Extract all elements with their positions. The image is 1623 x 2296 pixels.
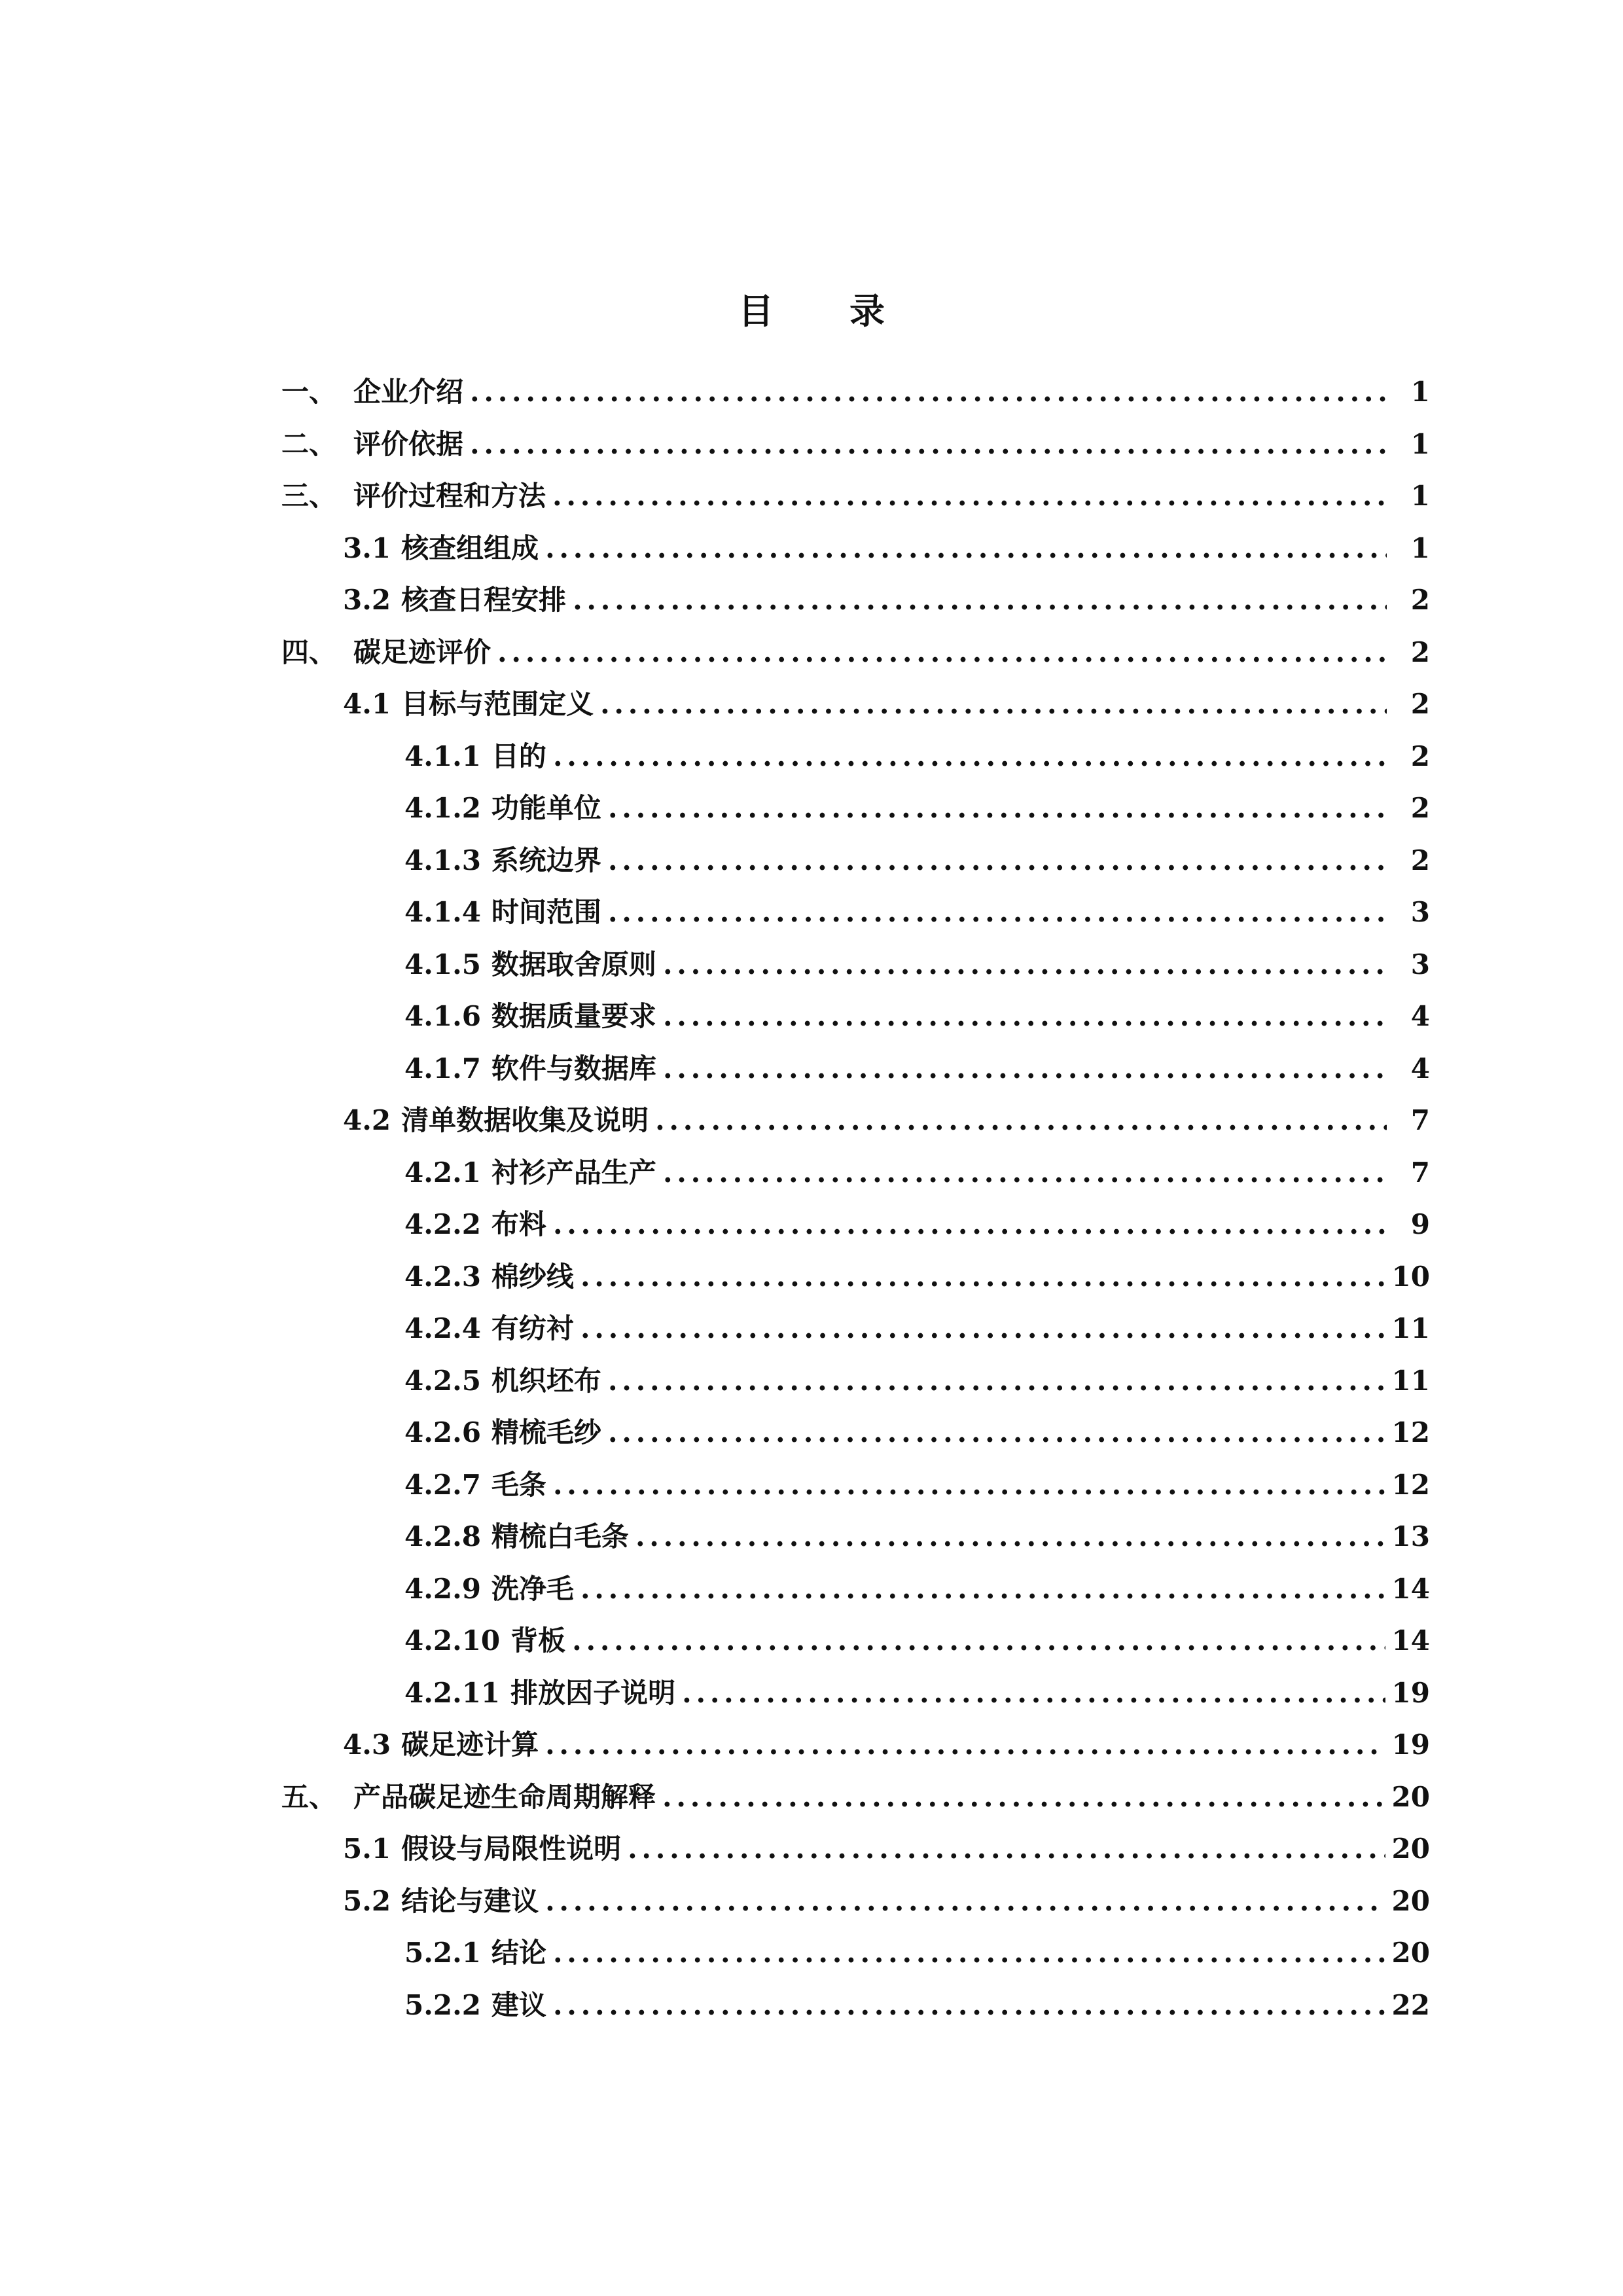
toc-page-number: 3 <box>1410 896 1430 928</box>
toc-entry-heading <box>404 1000 656 1032</box>
toc-entry-text: 结论 <box>491 1937 546 1969</box>
toc-dot-leader <box>573 586 1387 614</box>
toc-entry-number: 4.2.7 <box>404 1468 481 1501</box>
toc-page-number: 2 <box>1410 792 1430 824</box>
toc-entry-text: 布料 <box>491 1208 546 1240</box>
toc-page-number: 14 <box>1391 1572 1430 1605</box>
toc-entry-text: 碳足迹计算 <box>401 1729 539 1761</box>
toc-entry-number: 二、 <box>281 427 337 460</box>
toc-entry[interactable] <box>281 1572 1430 1628</box>
toc-title: 目 录 <box>738 290 917 332</box>
toc-dot-leader <box>545 1888 1385 1915</box>
toc-dot-leader <box>682 1679 1385 1707</box>
toc-dot-leader <box>663 1159 1387 1187</box>
toc-entry-heading <box>281 636 491 668</box>
toc-entry-text: 数据取舍原则 <box>491 948 656 980</box>
toc-entry[interactable] <box>281 1468 1430 1524</box>
toc-entry-text: 背板 <box>510 1624 566 1657</box>
toc-entry-text: 排放因子说明 <box>510 1676 676 1709</box>
toc-entry-text: 机织坯布 <box>491 1364 601 1397</box>
toc-entry-heading <box>343 688 594 720</box>
toc-page-number: 7 <box>1410 1104 1430 1136</box>
toc-entry-heading <box>281 427 464 460</box>
toc-dot-leader <box>470 378 1387 406</box>
toc-entry-number: 三、 <box>281 480 337 512</box>
toc-dot-leader <box>580 1315 1385 1342</box>
toc-dot-leader <box>553 1992 1385 2019</box>
toc-entry-heading <box>281 1780 656 1813</box>
toc-entry-heading <box>404 948 656 980</box>
toc-entry-text: 时间范围 <box>491 896 601 928</box>
toc-dot-leader <box>608 847 1387 874</box>
toc-entry-heading <box>343 1104 649 1136</box>
toc-entry-heading <box>281 482 546 510</box>
toc-dot-leader <box>553 743 1387 770</box>
toc-entry[interactable] <box>281 1939 1430 1992</box>
toc-page-number: 9 <box>1410 1208 1430 1240</box>
toc-dot-leader <box>545 535 1387 562</box>
toc-entry-number: 4.1.6 <box>404 1000 481 1032</box>
toc-entry[interactable] <box>281 482 1430 535</box>
toc-entry-heading <box>404 1468 546 1501</box>
toc-page-number: 4 <box>1410 1000 1430 1032</box>
toc-dot-leader <box>552 482 1387 510</box>
toc-entry-number: 4.1.7 <box>404 1052 481 1085</box>
toc-entry[interactable] <box>281 896 1430 951</box>
toc-dot-leader <box>662 1784 1385 1811</box>
toc-entry[interactable] <box>281 1052 1430 1107</box>
toc-page-number: 2 <box>1410 844 1430 876</box>
table-of-contents <box>281 378 1430 2043</box>
toc-entry-number: 4.3 <box>343 1729 391 1761</box>
toc-page-number: 2 <box>1410 688 1430 720</box>
toc-page-number: 20 <box>1391 1937 1430 1969</box>
toc-page-number: 2 <box>1410 740 1430 772</box>
toc-dot-leader <box>663 1055 1387 1083</box>
toc-entry[interactable] <box>281 1780 1430 1836</box>
toc-entry-text: 目标与范围定义 <box>401 688 594 720</box>
toc-dot-leader <box>600 691 1387 718</box>
toc-entry[interactable] <box>281 636 1430 691</box>
toc-entry-number: 4.1.1 <box>404 740 481 772</box>
toc-page-number: 1 <box>1410 427 1430 460</box>
toc-entry[interactable] <box>281 378 1430 431</box>
toc-entry-number: 五、 <box>281 1780 337 1813</box>
toc-entry-text: 精梳白毛条 <box>491 1520 629 1552</box>
toc-page-number: 20 <box>1391 1884 1430 1917</box>
toc-page-number: 11 <box>1391 1312 1430 1344</box>
toc-page-number: 12 <box>1391 1416 1430 1448</box>
toc-entry-heading <box>404 1260 574 1293</box>
toc-entry[interactable] <box>281 427 1430 483</box>
toc-page-number: 1 <box>1410 531 1430 564</box>
toc-dot-leader <box>608 1367 1385 1395</box>
toc-entry-text: 软件与数据库 <box>491 1052 656 1085</box>
toc-page-number: 12 <box>1391 1468 1430 1501</box>
toc-page-number: 11 <box>1391 1364 1430 1397</box>
toc-entry-heading <box>404 792 601 824</box>
toc-entry[interactable] <box>281 1884 1430 1940</box>
toc-entry[interactable] <box>281 948 1430 1003</box>
toc-entry-number: 4.2.8 <box>404 1520 481 1552</box>
toc-page-number: 1 <box>1410 376 1430 408</box>
toc-entry[interactable] <box>281 1312 1430 1367</box>
toc-entry-text: 系统边界 <box>491 844 601 876</box>
toc-entry[interactable] <box>281 1260 1430 1316</box>
toc-entry-number: 4.2.4 <box>404 1312 481 1344</box>
toc-entry-text: 功能单位 <box>491 792 601 824</box>
toc-entry[interactable] <box>281 1156 1430 1211</box>
toc-entry-text: 洗净毛 <box>491 1572 574 1605</box>
toc-entry-text: 数据质量要求 <box>491 1000 656 1032</box>
toc-entry-heading <box>281 378 463 406</box>
toc-entry-number: 4.2 <box>343 1104 391 1136</box>
toc-dot-leader <box>608 1419 1385 1446</box>
toc-entry-heading <box>404 896 601 928</box>
toc-entry-text: 评价依据 <box>353 427 464 460</box>
toc-entry-number: 3.1 <box>343 531 391 564</box>
toc-entry-heading <box>404 1520 629 1552</box>
toc-entry-number: 4.2.10 <box>404 1624 501 1657</box>
toc-page-number: 2 <box>1410 636 1430 668</box>
toc-entry-text: 建议 <box>491 1988 546 2021</box>
toc-entry[interactable] <box>281 1835 1430 1888</box>
toc-entry-number: 5.2 <box>343 1884 391 1917</box>
toc-page-number: 22 <box>1391 1988 1430 2021</box>
toc-entry[interactable] <box>281 1624 1430 1679</box>
toc-entry[interactable] <box>281 688 1430 743</box>
toc-entry[interactable] <box>281 792 1430 847</box>
toc-entry-heading <box>343 1835 621 1863</box>
toc-entry-number: 4.2.2 <box>404 1208 481 1240</box>
toc-dot-leader <box>497 639 1387 666</box>
toc-page-number: 4 <box>1410 1052 1430 1085</box>
toc-entry-number: 4.2.9 <box>404 1572 481 1605</box>
toc-dot-leader <box>608 795 1387 822</box>
toc-entry-text: 碳足迹评价 <box>353 636 491 668</box>
toc-entry-text: 结论与建议 <box>401 1884 539 1917</box>
toc-entry-number: 四、 <box>281 636 337 668</box>
toc-entry-number: 4.1.2 <box>404 792 481 824</box>
toc-entry-text: 核查组组成 <box>401 531 539 564</box>
toc-entry-text: 毛条 <box>491 1468 546 1501</box>
toc-entry[interactable] <box>281 740 1430 795</box>
toc-entry-heading <box>404 1572 574 1605</box>
toc-entry-text: 精梳毛纱 <box>491 1416 601 1448</box>
toc-entry-heading <box>404 844 601 876</box>
toc-entry[interactable] <box>281 586 1430 639</box>
toc-entry-number: 4.1 <box>343 688 391 720</box>
toc-page-number: 20 <box>1391 1780 1430 1813</box>
toc-dot-leader <box>553 1939 1385 1967</box>
toc-entry-heading <box>343 1884 539 1917</box>
toc-entry-number: 3.2 <box>343 584 391 616</box>
toc-entry-number: 4.2.3 <box>404 1260 481 1293</box>
toc-entry-text: 评价过程和方法 <box>353 480 546 512</box>
toc-entry-heading <box>404 1052 656 1085</box>
toc-entry-heading <box>404 1156 656 1189</box>
toc-dot-leader <box>580 1263 1385 1291</box>
toc-entry[interactable] <box>281 1520 1430 1575</box>
toc-entry-text: 衬衫产品生产 <box>491 1156 656 1189</box>
toc-entry-text: 有纺衬 <box>491 1312 574 1344</box>
toc-entry[interactable] <box>281 844 1430 899</box>
toc-entry-number: 4.1.4 <box>404 896 481 928</box>
toc-page-number: 19 <box>1391 1676 1430 1709</box>
toc-entry-number: 4.1.3 <box>404 844 481 876</box>
toc-entry-number: 4.2.5 <box>404 1364 481 1397</box>
toc-entry-text: 棉纱线 <box>491 1260 574 1293</box>
toc-page-number: 14 <box>1391 1624 1430 1657</box>
toc-page-number: 20 <box>1391 1833 1430 1865</box>
toc-entry-number: 5.2.1 <box>404 1937 481 1969</box>
toc-dot-leader <box>663 951 1387 978</box>
toc-dot-leader <box>545 1731 1385 1759</box>
toc-entry-text: 产品碳足迹生命周期解释 <box>353 1780 656 1813</box>
toc-entry-heading <box>404 1676 676 1709</box>
toc-page-number: 7 <box>1410 1156 1430 1189</box>
toc-entry-number: 4.2.1 <box>404 1156 481 1189</box>
toc-entry-heading <box>343 531 539 564</box>
toc-entry-number: 4.2.11 <box>404 1676 501 1709</box>
toc-dot-leader <box>663 1003 1387 1030</box>
toc-page-number: 10 <box>1391 1260 1430 1293</box>
toc-entry-text: 目的 <box>491 740 546 772</box>
toc-entry-heading <box>404 1939 546 1967</box>
toc-entry[interactable] <box>281 1731 1430 1784</box>
toc-page-number: 1 <box>1410 480 1430 512</box>
toc-entry-number: 4.2.6 <box>404 1416 481 1448</box>
toc-dot-leader <box>580 1575 1385 1603</box>
toc-entry-heading <box>404 1416 601 1448</box>
toc-entry-text: 企业介绍 <box>353 376 464 408</box>
toc-entry[interactable] <box>281 1364 1430 1420</box>
toc-entry-heading <box>404 740 546 772</box>
toc-page-number: 3 <box>1410 948 1430 980</box>
toc-dot-leader <box>470 431 1387 458</box>
toc-dot-leader <box>655 1107 1387 1134</box>
toc-dot-leader <box>628 1835 1385 1863</box>
toc-dot-leader <box>553 1211 1387 1238</box>
toc-entry-heading <box>343 1731 539 1759</box>
toc-dot-leader <box>572 1627 1385 1655</box>
toc-page-number: 2 <box>1410 584 1430 616</box>
toc-entry-heading <box>404 1364 601 1397</box>
toc-dot-leader <box>635 1523 1385 1551</box>
toc-page-number: 19 <box>1391 1729 1430 1761</box>
toc-page-number: 13 <box>1391 1520 1430 1552</box>
toc-entry-heading <box>404 1988 546 2021</box>
toc-entry[interactable] <box>281 531 1430 587</box>
toc-entry[interactable] <box>281 1000 1430 1055</box>
toc-entry-number: 5.1 <box>343 1833 391 1865</box>
toc-entry-number: 5.2.2 <box>404 1988 481 2021</box>
toc-entry-heading <box>404 1312 574 1344</box>
toc-entry[interactable] <box>281 1416 1430 1471</box>
toc-dot-leader <box>553 1471 1385 1499</box>
toc-dot-leader <box>608 899 1387 926</box>
toc-entry[interactable] <box>281 1988 1430 2044</box>
toc-entry-text: 假设与局限性说明 <box>401 1833 622 1865</box>
toc-entry-text: 核查日程安排 <box>401 584 567 616</box>
toc-entry-text: 清单数据收集及说明 <box>401 1104 649 1136</box>
toc-entry[interactable] <box>281 1104 1430 1159</box>
toc-entry-number: 一、 <box>281 376 337 408</box>
toc-entry[interactable] <box>281 1676 1430 1732</box>
toc-entry-number: 4.1.5 <box>404 948 481 980</box>
toc-entry-heading <box>404 1208 546 1240</box>
toc-entry[interactable] <box>281 1208 1430 1263</box>
toc-entry-heading <box>404 1624 566 1657</box>
toc-entry-heading <box>343 586 566 614</box>
